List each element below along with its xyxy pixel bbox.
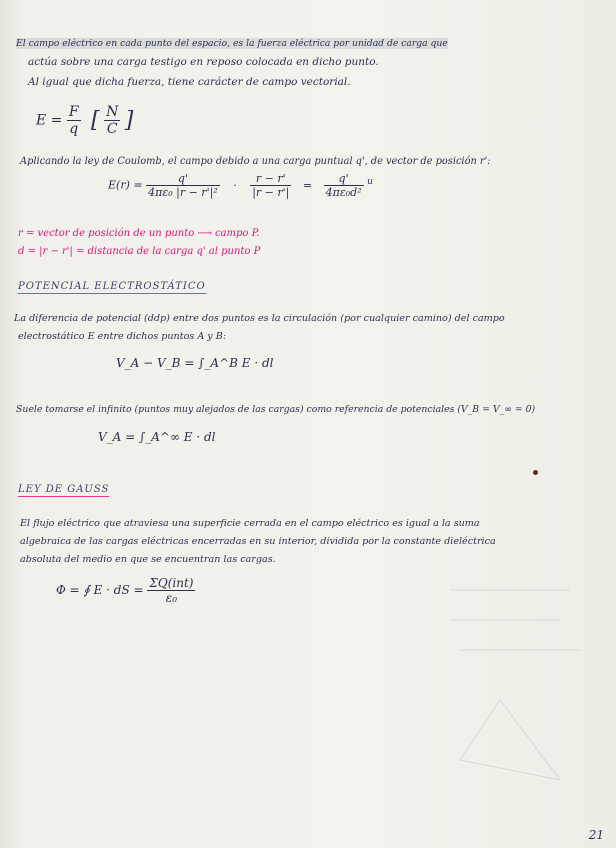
text-line-2: actúa sobre una carga testigo en reposo colocada en dicho punto. [28, 56, 379, 68]
pink-note-distance: d = |r − r'| = distancia de la carga q' al punto P [18, 246, 261, 257]
text-line-1: El campo eléctrico en cada punto del espacio, es la fuerza eléctrica por unidad de carga que [16, 38, 448, 49]
units-denominator: C [106, 121, 118, 137]
coulomb-f2-den: |r − r'| [252, 186, 290, 199]
page-number: 21 [588, 828, 604, 842]
coulomb-f3-num: q' [324, 172, 364, 186]
gauss-heading-text: LEY DE GAUSS [18, 484, 110, 495]
potential-line-1: La diferencia de potencial (ddp) entre dos puntos es la circulación (por cualquier camino) del campo [14, 313, 505, 324]
gauss-heading-underline [18, 496, 109, 497]
bracket-left: [ [91, 108, 100, 133]
coulomb-equals: = [302, 178, 313, 192]
reference-line: Suele tomarse el infinito (puntos muy alejados de las cargas) como referencia de potenciales (V_B = V_∞ = 0) [16, 404, 536, 415]
gauss-den: ε₀ [165, 591, 178, 605]
coulomb-fraction-1 [146, 172, 220, 199]
gauss-lhs: Φ = ∮ E · dS = [56, 583, 144, 597]
gauss-num: ΣQ(int) [149, 576, 194, 590]
coulomb-fraction-2 [250, 172, 291, 199]
potential-heading [18, 281, 206, 294]
ink-dot [533, 470, 538, 475]
field-definition-equation [36, 104, 133, 137]
force-over-charge [67, 104, 81, 137]
coulomb-fraction-3 [324, 172, 364, 199]
fraction-denominator: q [69, 121, 79, 137]
gauss-line-2: algebraica de las cargas eléctricas encerradas en su interior, dividida por la constante dieléctrica [20, 536, 496, 547]
field-symbol: E = [36, 112, 63, 129]
gauss-equation [56, 576, 195, 605]
gauss-line-1: El flujo eléctrico que atraviesa una superficie cerrada en el campo eléctrico es igual a la suma [20, 518, 480, 529]
coulomb-unit-vector: u [367, 176, 373, 187]
potential-difference-equation: V_A − V_B = ∫_A^B E · dl [116, 356, 274, 370]
coulomb-f1-den: 4πε₀ |r − r'|² [148, 186, 218, 199]
fraction-numerator: F [68, 104, 79, 120]
field-units [104, 104, 120, 137]
units-numerator: N [106, 104, 119, 120]
coulomb-f1-num: q' [146, 172, 220, 186]
bleed-through-sketch [440, 560, 590, 800]
coulomb-f3-den: 4πε₀d² [325, 186, 362, 199]
pink-note-position: r = vector de posición de un punto ⟶ campo P. [18, 228, 260, 239]
gauss-line-3: absoluta del medio en que se encuentran las cargas. [20, 554, 276, 565]
coulomb-intro: Aplicando la ley de Coulomb, el campo debido a una carga puntual q', de vector de posición r': [20, 156, 491, 167]
text-line-3: Al igual que dicha fuerza, tiene carácter de campo vectorial. [28, 76, 351, 88]
bracket-right: ] [124, 108, 134, 133]
potential-line-2: electrostático E entre dichos puntos A y B: [18, 331, 227, 342]
coulomb-lhs: E(r) = [108, 178, 143, 192]
coulomb-dot: · [233, 178, 237, 192]
potential-heading-underline [18, 293, 206, 294]
gauss-heading [18, 484, 109, 497]
reference-potential-equation: V_A = ∫_A^∞ E · dl [98, 430, 216, 444]
coulomb-f2-num: r − r' [250, 172, 291, 186]
gauss-fraction [147, 576, 195, 605]
potential-heading-text: POTENCIAL ELECTROSTÁTICO [18, 281, 206, 292]
coulomb-equation [108, 172, 373, 199]
